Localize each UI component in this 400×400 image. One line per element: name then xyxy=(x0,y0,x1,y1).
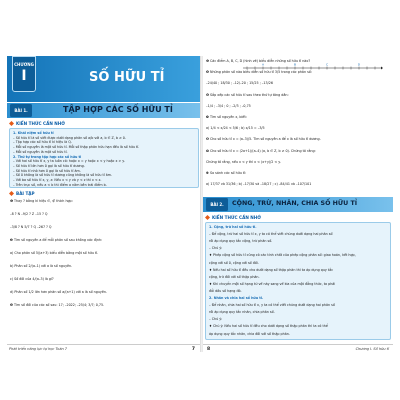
knowledge-box xyxy=(9,128,199,188)
text-line: ❽ Cho số hữu tỉ x = (a–3)/5. Tìm số nguyên a để x là số hữu tỉ dương. xyxy=(206,137,321,142)
footer-text: Phát triển năng lực tự học Toán 7 xyxy=(9,347,68,351)
text-line: –24/40 ; 18/30 ; –12/–20 ; 15/25 ; –13/26 xyxy=(206,81,273,86)
text-line: – Để cộng, trừ hai số hữu tỉ x, y ta có thể viết chúng dưới dạng hai phân số xyxy=(209,232,333,237)
lesson-title: TẬP HỢP CÁC SỐ HỮU TỈ xyxy=(63,105,173,114)
right-footer xyxy=(203,344,393,352)
text-line: 1. Khái niệm số hữu tỉ xyxy=(13,131,54,135)
text-line: – Mỗi số nguyên là một số hữu tỉ. Mỗi số thập phân hữu hạn đều là số hữu tỉ. xyxy=(13,145,140,150)
text-line: ❾ Cho số hữu tỉ x = (2a+1)/(a–4) (a, b ∈ Z, b ≠ 0). Chứng tỏ rằng: xyxy=(206,148,316,153)
exercise-lines xyxy=(205,58,391,195)
text-line: – Với hai số hữu tỉ x, y ta luôn có: hoặc x = y hoặc x < y hoặc x > y. xyxy=(13,159,125,164)
text-line: 1. Cộng, trừ hai số hữu tỉ. xyxy=(209,225,257,229)
text-line: – Trên trục số, nếu a < b thì điểm a nằm bên trái điểm b. xyxy=(13,182,107,187)
exercise-lines xyxy=(9,198,199,338)
section-knowledge-label: KIẾN THỨC CẦN NHỚ xyxy=(212,215,261,220)
text-line: cộng với số 0, cộng với số đối. xyxy=(209,260,259,265)
text-line: ❷ Tìm số nguyên a để mỗi phân số sau không xác định: xyxy=(10,238,103,242)
text-line: ♦ Khi chuyển một số hạng từ vế này sang vế kia của một đẳng thức, ta phải xyxy=(209,281,336,286)
section-knowledge-label: KIẾN THỨC CẦN NHỚ xyxy=(16,121,65,126)
text-line: a) 17/37 và 31/36 ; b) –17/30 và –18/27 ; c) –84/41 và –107/101 xyxy=(206,182,312,187)
text-line: 2. Nhân và chia hai số hữu tỉ. xyxy=(209,296,264,300)
chapter-title: SỐ HỮU TỈ xyxy=(89,70,165,85)
diamond-icon xyxy=(9,191,14,196)
text-line: Chứng tỏ rằng, nếu x < y thì x < (x+y)/2 < y. xyxy=(206,159,281,164)
text-line: – Mỗi số nguyên là một số hữu tỉ. xyxy=(13,149,68,154)
text-line: ♦ Chú ý: Nếu hai số hữu tỉ đều cho dưới dạng số thập phân thì ta có thể xyxy=(209,324,328,329)
text-line: đổi dấu số hạng đó. xyxy=(209,288,242,293)
chapter-label: CHƯƠNG xyxy=(14,62,34,67)
text-line: 2. Thứ tự trong tập hợp các số hữu tỉ xyxy=(13,154,82,159)
text-line: rồi áp dụng quy tắc cộng, trừ phân số. xyxy=(209,239,273,244)
section-exercise-label: BÀI TẬP xyxy=(16,191,35,196)
page-number: 8 xyxy=(207,346,211,352)
knowledge-box xyxy=(205,222,391,340)
text-line: – Số 0 không là số hữu tỉ dương cũng không là số hữu tỉ âm. xyxy=(13,173,113,178)
text-line: cộng, trừ đối với số thập phân. xyxy=(209,274,260,279)
number-line xyxy=(243,63,383,71)
text-line: –3/8 ? N 5/7 ? Q –267 ? Q xyxy=(10,225,52,229)
number-line-point-label: C xyxy=(325,63,329,67)
chapter-header xyxy=(7,56,201,102)
text-line: c) Số đối của 4/(a–3) là gì? xyxy=(10,277,54,281)
text-line: ❻ Sắp xếp các số hữu tỉ sau theo thứ tự tăng dần: xyxy=(206,92,289,97)
left-footer xyxy=(7,344,201,352)
number-line-point-label: B xyxy=(293,63,297,67)
text-line: ❼ Tìm số nguyên x, biết: xyxy=(206,115,247,119)
text-line: b) Phân số 2/(a–1) với a là số nguyên. xyxy=(10,264,73,268)
lesson-label: BÀI 1. xyxy=(10,104,32,117)
text-line: ❿ So sánh các số hữu tỉ: xyxy=(206,171,247,175)
text-line: – Tập hợp các số hữu tỉ kí hiệu là Q. xyxy=(13,140,72,145)
lesson-header xyxy=(7,103,201,118)
footer-text: Chương I. Số hữu tỉ xyxy=(355,347,389,351)
page-number: 7 xyxy=(191,346,195,352)
text-line: – Số hữu tỉ là số viết được dưới dạng phân số a/b với a, b ∈ Z, b ≠ 0. xyxy=(13,135,126,140)
section-exercise-heading xyxy=(9,190,35,197)
text-line: áp dụng quy tắc nhân, chia đối với số thập phân. xyxy=(209,331,290,336)
number-line-point-label: D xyxy=(357,63,361,67)
text-line: – Số hữu tỉ nhỏ hơn 0 gọi là số hữu tỉ âm. xyxy=(13,168,81,173)
section-knowledge-heading xyxy=(205,214,261,221)
text-line: –1/4 ; –3/4 ; 0 ; –2/3 ; –0,75 xyxy=(206,103,251,108)
text-line: rồi áp dụng quy tắc nhân, chia phân số. xyxy=(209,310,275,315)
diamond-icon xyxy=(205,215,210,220)
left-page xyxy=(7,56,201,352)
diamond-icon xyxy=(9,121,14,126)
text-line: a) 1/4 < x/24 < 5/6 ; b) x/15 = –3/5 xyxy=(206,126,265,131)
text-line: ♦ Nếu hai số hữu tỉ đều cho dưới dạng số thập phân thì ta áp dụng quy tắc xyxy=(209,267,334,272)
lesson-label: BÀI 2. xyxy=(206,198,228,211)
text-line: – Với ba số hữu tỉ x, y, z: Nếu x < y và y < z thì x < z. xyxy=(13,178,102,182)
lesson-title: CỘNG, TRỪ, NHÂN, CHIA SỐ HỮU TỈ xyxy=(232,200,358,207)
text-line: –8 ? N –9/2 ? Z –15 ? Q xyxy=(10,212,48,216)
text-line: – Để nhân, chia hai số hữu tỉ x, y ta có thể viết chúng dưới dạng hai phân số xyxy=(209,303,335,308)
number-line-ticks xyxy=(247,63,375,70)
text-line: ♦ Phép cộng số hữu tỉ cũng có các tính chất của phép cộng phân số: giao hoán, kết hợp, xyxy=(209,253,356,258)
number-line-arrow xyxy=(381,67,383,70)
text-line: ❶ Thay ? bằng kí hiệu ∈, ∉ thích hợp: xyxy=(10,199,73,203)
chapter-badge xyxy=(12,56,36,92)
lesson-header xyxy=(203,197,393,212)
section-knowledge-heading xyxy=(9,120,65,127)
text-line: ❸ Tìm số đối của các số sau: 17; –2022; –25/4; 3/7; 0,75. xyxy=(10,303,105,307)
text-line: – Chú ý: xyxy=(209,317,223,322)
text-line: – Chú ý: xyxy=(209,246,223,251)
right-page xyxy=(203,56,393,352)
text-line: a) Cho phân số 5/(a+3) biểu diễn bằng một số hữu tỉ. xyxy=(10,251,99,255)
chapter-number: I xyxy=(21,68,27,84)
text-line: ❺ Những phân số nào biểu diễn số hữu tỉ 3/5 trong các phân số: xyxy=(206,70,312,75)
number-line-point-label: A xyxy=(261,63,265,67)
text-line: ❹ Các điểm A, B, C, D (hình vẽ) biểu diễn những số hữu tỉ nào? xyxy=(206,59,311,63)
text-line: – Số hữu tỉ lớn hơn 0 gọi là số hữu tỉ dương. xyxy=(13,163,85,168)
text-line: d) Phân số 1/2 lớn hơn phân số a/(a+1) với a là số nguyên. xyxy=(10,290,108,294)
